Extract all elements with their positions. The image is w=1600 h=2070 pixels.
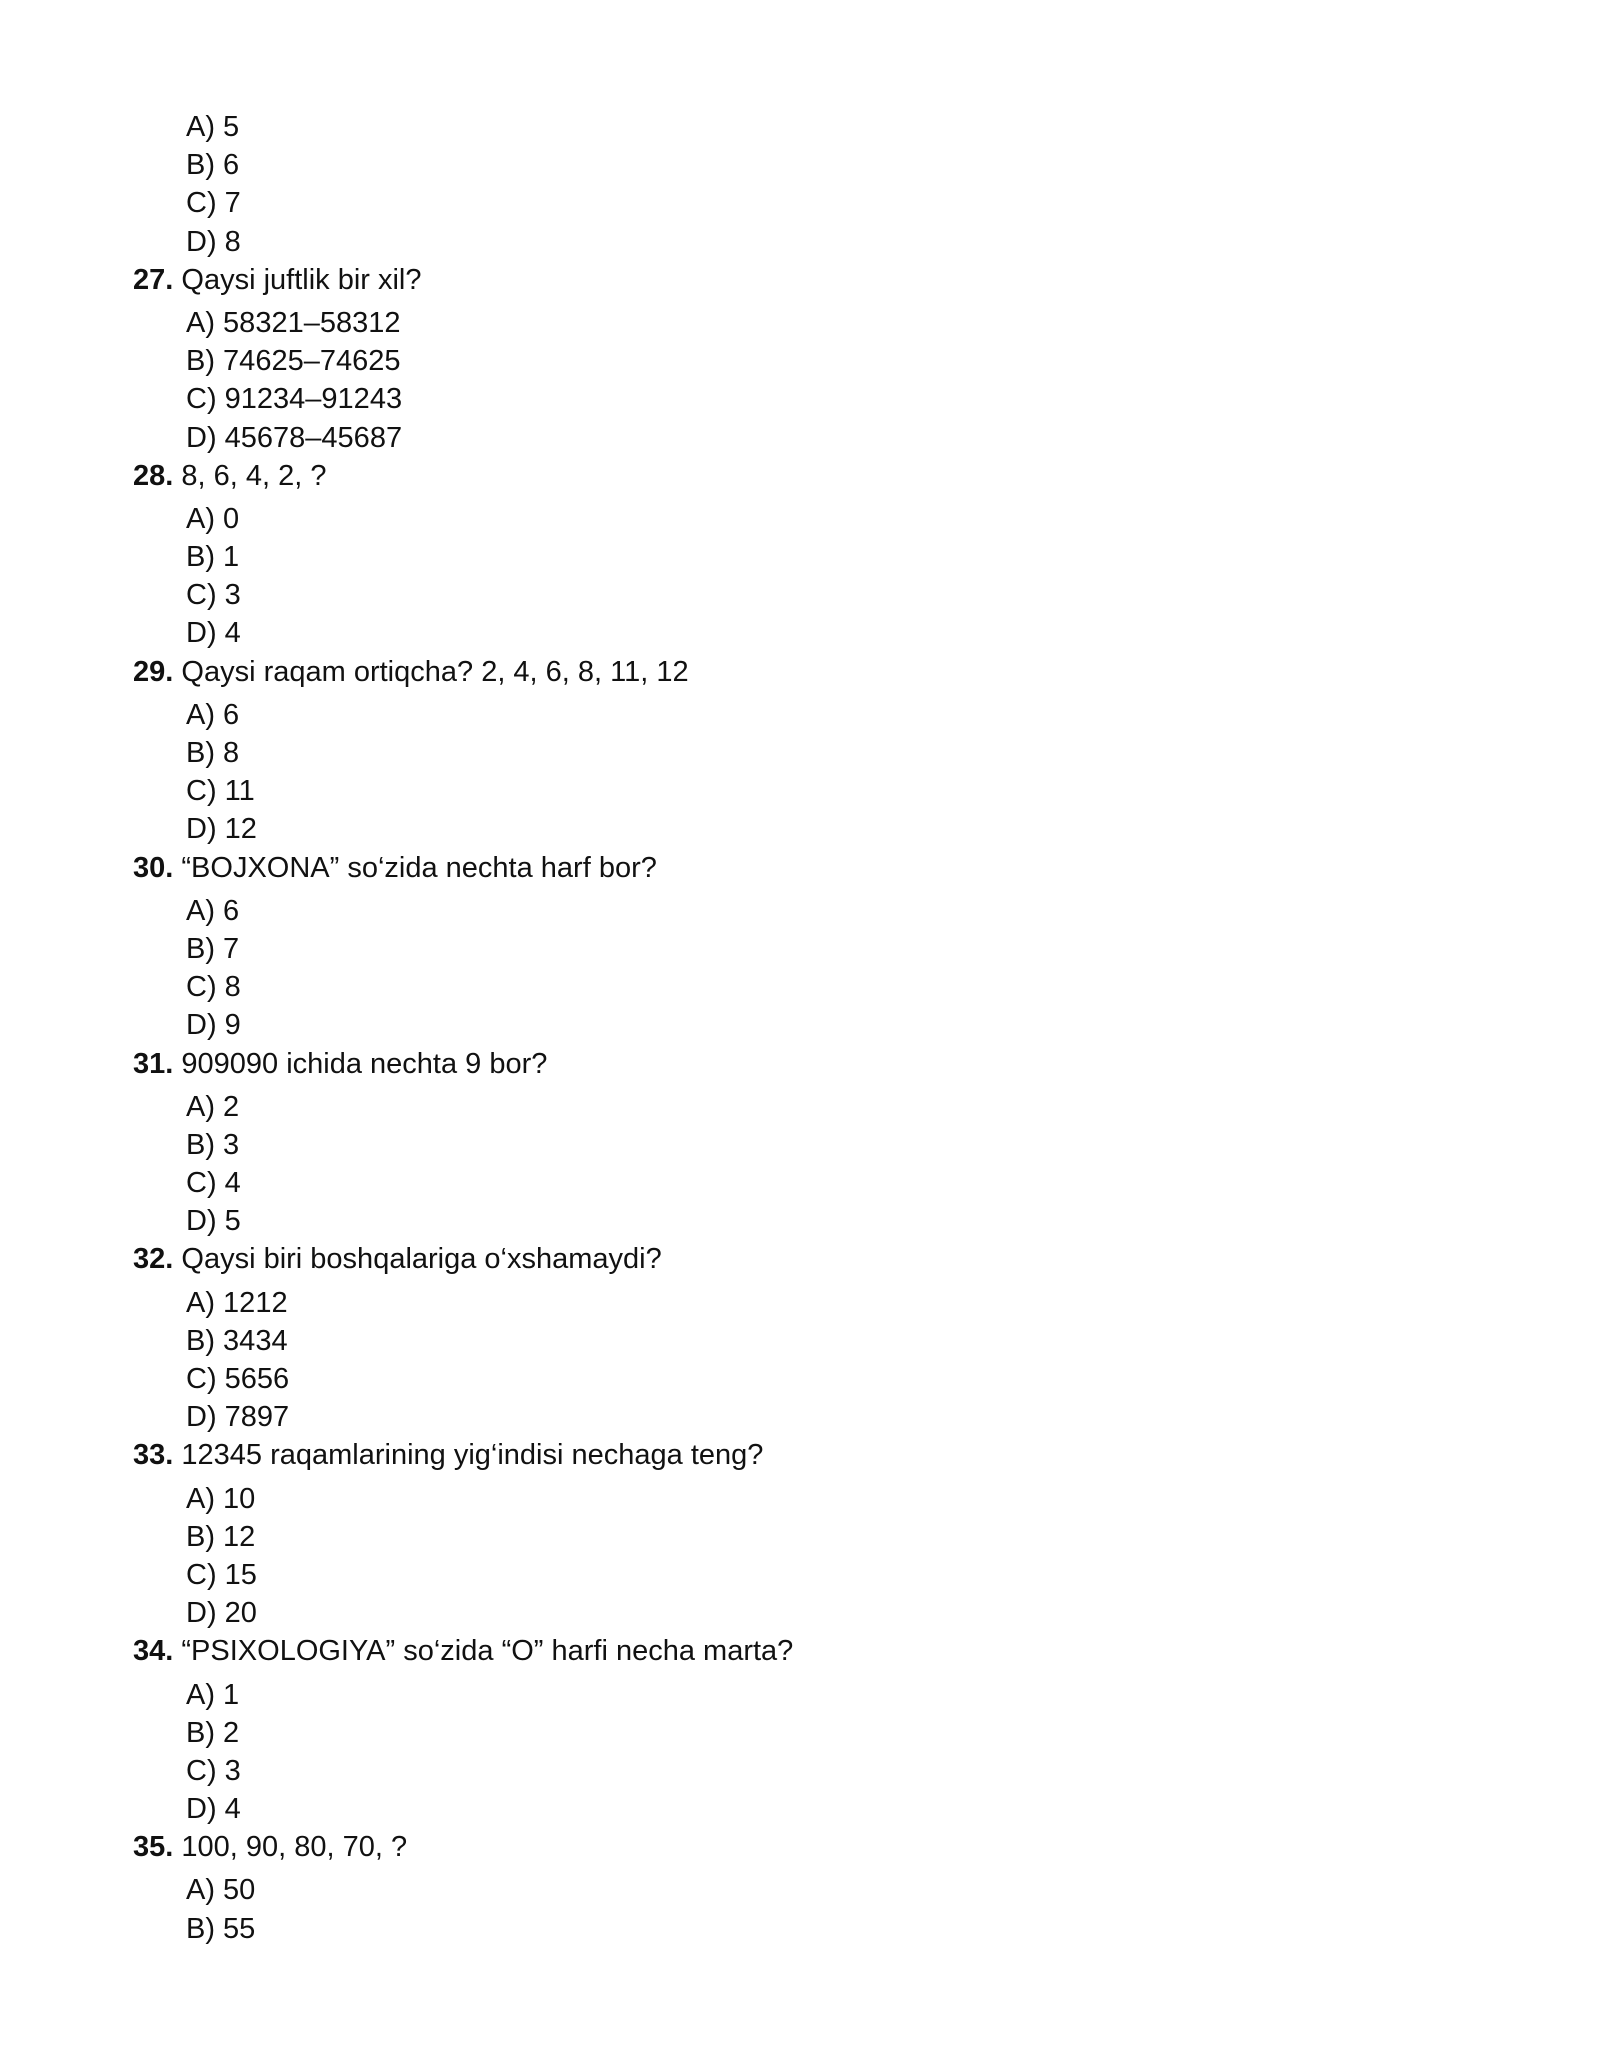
answer-option: A) 6 <box>186 698 240 731</box>
answer-option: D) 20 <box>186 1597 257 1630</box>
answer-option: A) 6 <box>186 894 240 927</box>
answer-option: C) 3 <box>186 579 241 612</box>
answer-option: C) 4 <box>186 1167 241 1200</box>
answer-option: A) 0 <box>186 502 240 535</box>
answer-option: C) 3 <box>186 1754 241 1787</box>
question-number: 33. <box>133 1439 174 1472</box>
question-prompt: 12345 raqamlarining yig‘indisi nechaga teng? <box>181 1439 764 1472</box>
answer-option: B) 74625–74625 <box>186 345 401 378</box>
answer-option: C) 7 <box>186 187 241 220</box>
question-prompt: “PSIXOLOGIYA” so‘zida “O” harfi necha marta? <box>181 1635 794 1668</box>
question-list <box>133 108 1433 1948</box>
question-number: 29. <box>133 655 174 688</box>
answer-option: B) 1 <box>186 541 240 574</box>
question-prompt: Qaysi biri boshqalariga o‘xshamaydi? <box>181 1243 662 1276</box>
question-prompt: Qaysi raqam ortiqcha? 2, 4, 6, 8, 11, 12 <box>181 655 689 688</box>
question-28 <box>133 457 1433 653</box>
answer-option: B) 3 <box>186 1128 240 1161</box>
answer-option: D) 8 <box>186 225 241 258</box>
answer-option: C) 11 <box>186 775 255 808</box>
answer-option: D) 45678–45687 <box>186 421 403 454</box>
question-text <box>133 261 1433 299</box>
answer-option: D) 5 <box>186 1205 241 1238</box>
question-prompt: 909090 ichida nechta 9 bor? <box>181 1047 548 1080</box>
answer-option: A) 1 <box>186 1678 240 1711</box>
question-number: 31. <box>133 1047 174 1080</box>
answer-option: A) 1212 <box>186 1286 288 1319</box>
question-32 <box>133 1240 1433 1436</box>
question-number: 27. <box>133 263 174 296</box>
answer-option: D) 12 <box>186 813 257 846</box>
answer-option: C) 91234–91243 <box>186 383 403 416</box>
question-text <box>133 1632 1433 1670</box>
question-27 <box>133 261 1433 457</box>
question-31 <box>133 1045 1433 1241</box>
question-prompt: “BOJXONA” so‘zida nechta harf bor? <box>181 851 657 884</box>
question-prompt: Qaysi juftlik bir xil? <box>181 263 422 296</box>
answer-option: B) 8 <box>186 737 240 769</box>
answer-option: D) 4 <box>186 617 241 650</box>
question-text <box>133 849 1433 887</box>
answer-option: B) 12 <box>186 1520 256 1553</box>
question-number: 32. <box>133 1243 174 1276</box>
answer-option: B) 6 <box>186 149 240 182</box>
answer-option: C) 5656 <box>186 1363 290 1395</box>
question-prompt: 100, 90, 80, 70, ? <box>181 1831 408 1864</box>
question-29 <box>133 653 1433 849</box>
answer-option: A) 58321–58312 <box>186 306 401 339</box>
question-prompt: 8, 6, 4, 2, ? <box>181 459 327 492</box>
answer-option: B) 3434 <box>186 1324 288 1357</box>
question-number: 34. <box>133 1635 174 1668</box>
question-number: 35. <box>133 1831 174 1864</box>
question-30 <box>133 849 1433 1045</box>
answer-option: D) 9 <box>186 1009 241 1042</box>
question-text <box>133 1828 1433 1866</box>
answer-option: B) 7 <box>186 932 240 965</box>
answer-option: A) 5 <box>186 111 240 143</box>
question-text <box>133 457 1433 495</box>
question-text <box>133 1436 1433 1474</box>
answer-option: C) 15 <box>186 1558 257 1591</box>
question-35 <box>133 1828 1433 1948</box>
question-34 <box>133 1632 1433 1828</box>
answer-option: B) 55 <box>186 1912 256 1945</box>
question-text <box>133 1045 1433 1083</box>
question-number: 30. <box>133 851 174 884</box>
question-text <box>133 653 1433 691</box>
answer-option: D) 4 <box>186 1793 241 1826</box>
answer-option: A) 50 <box>186 1874 256 1907</box>
answer-option: A) 10 <box>186 1482 256 1515</box>
question-text <box>133 1240 1433 1278</box>
answer-option: A) 2 <box>186 1090 240 1123</box>
answer-option: D) 7897 <box>186 1401 290 1434</box>
answer-option: B) 2 <box>186 1716 240 1749</box>
lead-options <box>133 108 1433 261</box>
question-33 <box>133 1436 1433 1632</box>
question-number: 28. <box>133 459 174 492</box>
answer-option: C) 8 <box>186 971 241 1004</box>
